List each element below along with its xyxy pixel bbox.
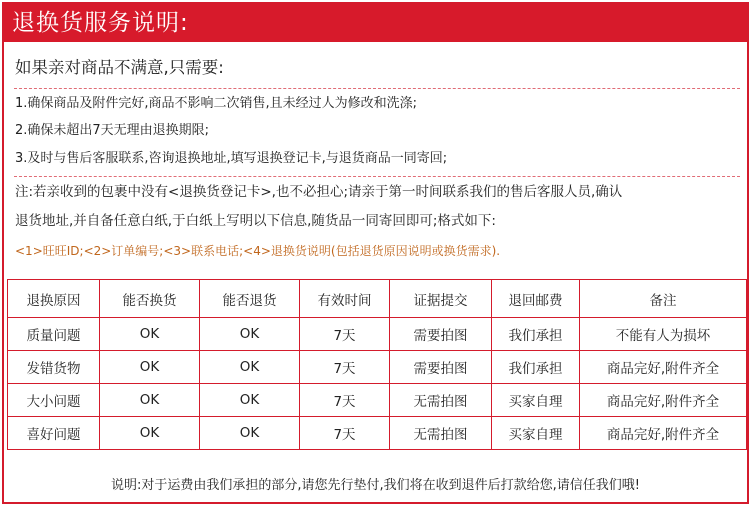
table-cell: OK — [100, 351, 200, 384]
table-cell: 大小问题 — [8, 384, 100, 417]
page-title: 退换货服务说明: — [4, 4, 747, 42]
table-cell: 7天 — [300, 351, 390, 384]
table-cell: 我们承担 — [492, 351, 580, 384]
lead-text: 如果亲对商品不满意,只需要: — [15, 58, 224, 77]
footer-note: 说明:对于运费由我们承担的部分,请您先行垫付,我们将在收到退件后打款给您,请信任我们哦! — [111, 478, 640, 493]
dashed-divider — [14, 88, 740, 89]
table-cell: OK — [200, 351, 300, 384]
table-cell: 需要拍图 — [390, 318, 492, 351]
table-cell: OK — [100, 318, 200, 351]
table-cell: 7天 — [300, 384, 390, 417]
column-header: 退回邮费 — [492, 280, 580, 318]
note-line-1: 注:若亲收到的包裹中没有<退换货登记卡>,也不必担心;请亲于第一时间联系我们的售后客服人员,确认 — [15, 184, 623, 200]
table-cell: 商品完好,附件齐全 — [580, 417, 747, 450]
table-row — [8, 417, 747, 450]
table-cell: 不能有人为损坏 — [580, 318, 747, 351]
table-cell: OK — [100, 417, 200, 450]
table-cell: 7天 — [300, 318, 390, 351]
condition-3: 3.及时与售后客服联系,咨询退换地址,填写退换登记卡,与退货商品一同寄回; — [15, 151, 448, 166]
format-instructions: <1>旺旺ID;<2>订单编号;<3>联系电话;<4>退换货说明(包括退货原因说明或换货需求). — [15, 244, 501, 258]
table-cell: 买家自理 — [492, 384, 580, 417]
table-cell: 发错货物 — [8, 351, 100, 384]
table-cell: 需要拍图 — [390, 351, 492, 384]
dashed-divider — [14, 176, 740, 177]
table-cell: OK — [200, 318, 300, 351]
table-cell: 买家自理 — [492, 417, 580, 450]
note-line-2: 退货地址,并自备任意白纸,于白纸上写明以下信息,随货品一同寄回即可;格式如下: — [15, 213, 496, 229]
table-cell: OK — [200, 384, 300, 417]
table-row — [8, 318, 747, 351]
table-cell: 7天 — [300, 417, 390, 450]
condition-2: 2.确保未超出7天无理由退换期限; — [15, 123, 210, 138]
table-cell: 喜好问题 — [8, 417, 100, 450]
table-cell: OK — [200, 417, 300, 450]
table-cell: 商品完好,附件齐全 — [580, 351, 747, 384]
condition-1: 1.确保商品及附件完好,商品不影响二次销售,且未经过人为修改和洗涤; — [15, 96, 418, 111]
table-cell: 无需拍图 — [390, 417, 492, 450]
table-cell: 我们承担 — [492, 318, 580, 351]
column-header: 证据提交 — [390, 280, 492, 318]
return-policy-table — [7, 279, 747, 450]
column-header: 能否退货 — [200, 280, 300, 318]
column-header: 退换原因 — [8, 280, 100, 318]
table-cell: 商品完好,附件齐全 — [580, 384, 747, 417]
table-cell: 无需拍图 — [390, 384, 492, 417]
table-row — [8, 351, 747, 384]
table-header-row — [8, 280, 747, 318]
return-policy-panel — [2, 2, 749, 504]
column-header: 有效时间 — [300, 280, 390, 318]
table-cell: 质量问题 — [8, 318, 100, 351]
table-row — [8, 384, 747, 417]
table-cell: OK — [100, 384, 200, 417]
column-header: 备注 — [580, 280, 747, 318]
column-header: 能否换货 — [100, 280, 200, 318]
